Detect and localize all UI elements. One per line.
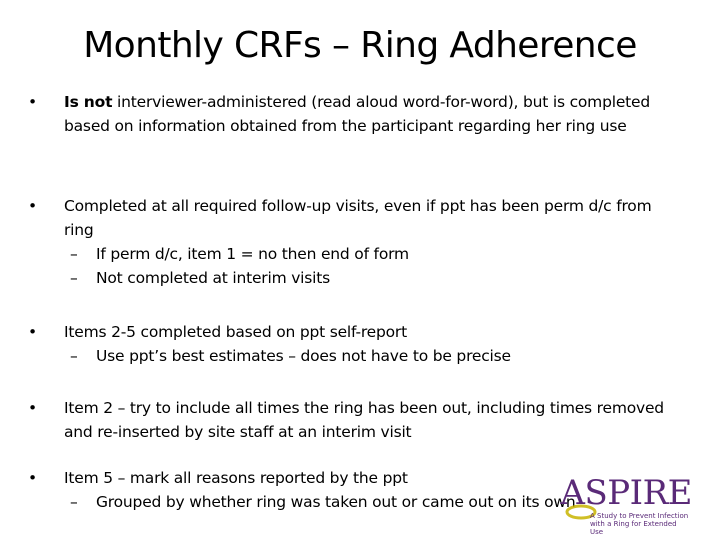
bullet-icon: • — [28, 323, 37, 341]
sub-bullet-text: Grouped by whether ring was taken out or came out on its own — [96, 493, 576, 511]
dash-icon: – — [70, 347, 78, 365]
sub-bullet-item — [70, 242, 668, 266]
logo-wordmark: ASPIRE — [560, 473, 692, 513]
bullet-text: interviewer-administered (read aloud word-for-word), but is completed based on information obtained from the participant regarding her ring use — [64, 93, 651, 135]
bullet-item — [28, 90, 668, 138]
slide-title: Monthly CRFs – Ring Adherence — [83, 25, 637, 66]
bullet-item — [28, 396, 668, 444]
sub-bullet-text: If perm d/c, item 1 = no then end of form — [96, 245, 409, 263]
bullet-bold-text: Is not — [64, 93, 113, 111]
sub-bullet-item — [70, 344, 668, 368]
sub-bullet-text: Use ppt’s best estimates – does not have to be precise — [96, 347, 511, 365]
logo-tagline: A Study to Prevent Infection with a Ring for Extended Use — [590, 512, 689, 536]
bullet-text: Item 2 – try to include all times the ring has been out, including times removed and re-inserted by site staff at an interim visit — [64, 399, 664, 441]
aspire-logo — [560, 473, 700, 536]
bullet-icon: • — [28, 469, 37, 487]
dash-icon: – — [70, 245, 78, 263]
bullet-item — [28, 320, 668, 368]
bullet-icon: • — [28, 93, 37, 111]
bullet-text: Completed at all required follow-up visits, even if ppt has been perm d/c from ring — [64, 197, 652, 239]
bullet-icon: • — [28, 399, 37, 417]
bullet-icon: • — [28, 197, 37, 215]
dash-icon: – — [70, 493, 78, 511]
sub-bullet-text: Not completed at interim visits — [96, 269, 331, 287]
bullet-text: Items 2-5 completed based on ppt self-report — [64, 323, 407, 341]
bullet-item — [28, 194, 668, 290]
bullet-text: Item 5 – mark all reasons reported by the ppt — [64, 469, 408, 487]
dash-icon: – — [70, 269, 78, 287]
sub-bullet-item — [70, 266, 668, 290]
